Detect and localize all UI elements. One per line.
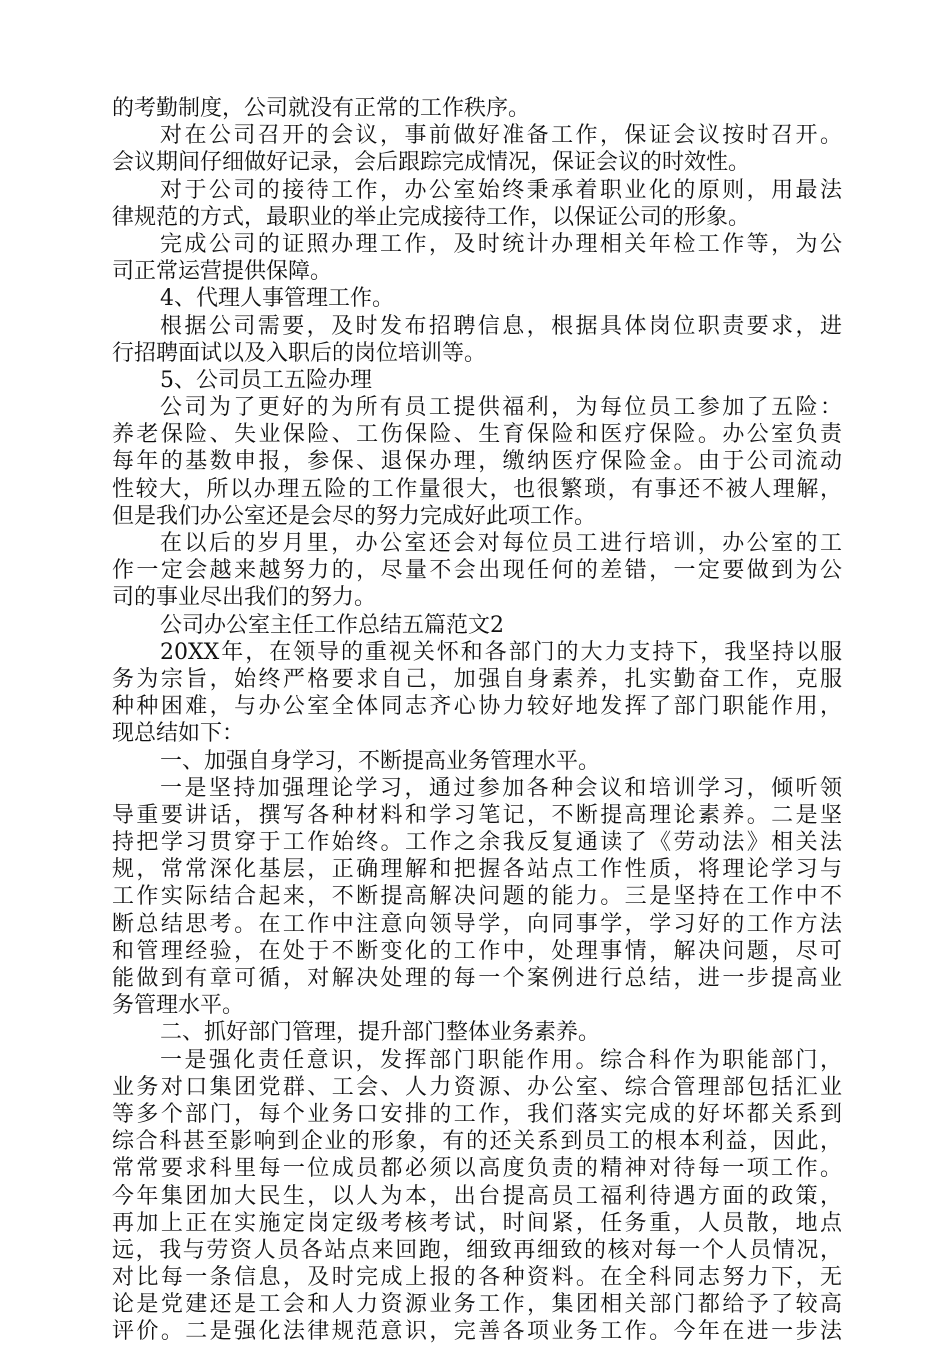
text-line: 一、加强自身学习，不断提高业务管理水平。 [160,748,601,774]
text-line: 但是我们办公室还是会尽的努力完成好此项工作。 [112,503,597,529]
text-line: 对在公司召开的会议，事前做好准备工作，保证会议按时召开。 [160,123,842,149]
text-line: 司的事业尽出我们的努力。 [112,585,377,611]
text-line: 公司办公室主任工作总结五篇范文2 [160,612,504,638]
text-line: 现总结如下： [112,721,245,747]
text-line: 一是强化责任意识，发挥部门职能作用。综合科作为职能部门， [160,1047,842,1073]
text-line: 断总结思考。在工作中注意向领导学，向同事学，学习好的工作方法 [112,911,842,937]
text-line: 一是坚持加强理论学习，通过参加各种会议和培训学习，倾听领 [160,775,842,801]
text-line: 规，常常深化基层，正确理解和把握各站点工作性质，将理论学习与 [112,857,842,883]
text-line: 完成公司的证照办理工作，及时统计办理相关年检工作等，为公 [160,231,842,257]
text-line: 对比每一条信息，及时完成上报的各种资料。在全科同志努力下，无 [112,1265,842,1291]
text-line: 业务对口集团党群、工会、人力资源、办公室、综合管理部包括汇业 [112,1074,842,1100]
text-line: 4、代理人事管理工作。 [160,286,394,312]
text-line: 再加上正在实施定岗定级考核考试，时间紧，任务重，人员散，地点 [112,1210,842,1236]
text-line: 5、公司员工五险办理 [160,367,372,393]
text-line: 工作实际结合起来，不断提高解决问题的能力。三是坚持在工作中不 [112,884,842,910]
text-line: 等多个部门，每个业务口安排的工作，我们落实完成的好坏都关系到 [112,1101,842,1127]
text-line: 根据公司需要，及时发布招聘信息，根据具体岗位职责要求，进 [160,313,842,339]
text-line: 二、抓好部门管理，提升部门整体业务素养。 [160,1020,601,1046]
text-line: 持把学习贯穿于工作始终。工作之余我反复通读了《劳动法》相关法 [112,830,842,856]
text-line: 评价。二是强化法律规范意识，完善各项业务工作。今年在进一步法 [112,1319,842,1345]
text-line: 的考勤制度，公司就没有正常的工作秩序。 [112,96,531,121]
text-line: 远，我与劳资人员各站点来回跑，细致再细致的核对每一个人员情况， [112,1237,842,1263]
text-line: 综合科甚至影响到企业的形象，有的还关系到员工的根本利益，因此， [112,1129,842,1155]
text-line: 种种困难，与办公室全体同志齐心协力较好地发挥了部门职能作用， [112,694,842,720]
text-line: 对于公司的接待工作，办公室始终秉承着职业化的原则，用最法 [160,177,842,203]
document-body [112,95,842,1346]
text-line: 务为宗旨，始终严格要求自己，加强自身素养，扎实勤奋工作，克服 [112,666,842,692]
text-line: 养老保险、失业保险、工伤保险、生育保险和医疗保险。办公室负责 [112,422,842,448]
text-line: 会议期间仔细做好记录，会后跟踪完成情况，保证会议的时效性。 [112,150,751,176]
text-line: 能做到有章可循，对解决处理的每一个案例进行总结，进一步提高业 [112,966,842,991]
text-line: 常常要求科里每一位成员都必须以高度负责的精神对待每一项工作。 [112,1156,842,1182]
text-line: 导重要讲话，撰写各种材料和学习笔记，不断提高理论素养。二是坚 [112,802,842,828]
text-line: 20XX年，在领导的重视关怀和各部门的大力支持下，我坚持以服 [160,639,842,665]
text-line: 行招聘面试以及入职后的岗位培训等。 [112,340,487,366]
text-line: 今年集团加大民生，以人为本，出台提高员工福利待遇方面的政策， [112,1183,842,1209]
text-line: 和管理经验，在处于不断变化的工作中，处理事情，解决问题，尽可 [112,938,842,964]
text-line: 在以后的岁月里，办公室还会对每位员工进行培训，办公室的工 [160,531,842,556]
text-line: 司正常运营提供保障。 [112,259,333,285]
text-line: 律规范的方式，最职业的举止完成接待工作，以保证公司的形象。 [112,204,751,230]
text-line: 务管理水平。 [112,993,245,1019]
text-line: 论是党建还是工会和人力资源业务工作，集团相关部门都给予了较高 [112,1292,842,1318]
text-line: 公司为了更好的为所有员工提供福利，为每位员工参加了五险： [160,395,842,421]
text-line: 每年的基数申报，参保、退保办理，缴纳医疗保险金。由于公司流动 [112,449,842,475]
text-line: 性较大，所以办理五险的工作量很大，也很繁琐，有事还不被人理解， [112,476,842,502]
text-line: 作一定会越来越努力的，尽量不会出现任何的差错，一定要做到为公 [112,558,842,584]
